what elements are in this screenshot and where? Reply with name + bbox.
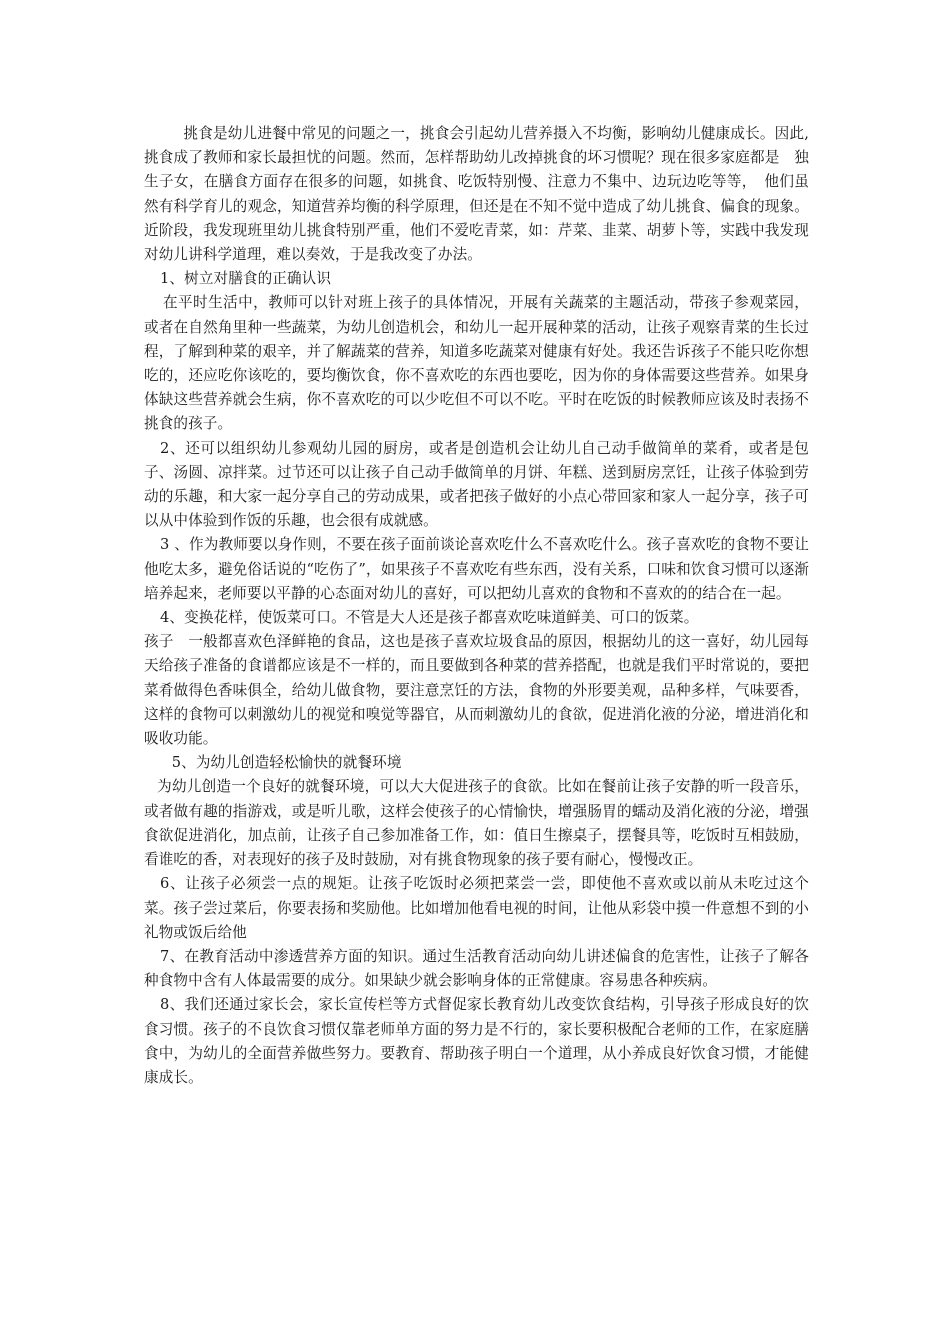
section-heading-5: 5、为幼儿创造轻松愉快的就餐环境 [171, 754, 402, 772]
paragraph-4-body: 孩子 一般都喜欢色泽鲜艳的食品，这也是孩子喜欢垃圾食品的原因，根据幼儿的这一喜好，幼儿园每天给孩子准备的食谱都应该是不一样的，而且要做到各种菜的营养搭配，也就是我们平时常说的，要把菜肴做得色香味俱全，给幼儿做食物，要注意烹饪的方法，食物的外形要美观，品种多样，气味要香，这样的食物可以刺激幼儿的视觉和嗅觉等器官，从而刺激幼儿的食欲，促进消化液的分泌，增进消化和吸收功能。 [144, 633, 809, 748]
section-heading-1: 1、树立对膳食的正确认识 [160, 270, 332, 288]
paragraph-5-body: 为幼儿创造一个良好的就餐环境，可以大大促进孩子的食欲。比如在餐前让孩子安静的听一段音乐，或者做有趣的指游戏，或是听儿歌，这样会使孩子的心情愉快，增强肠胃的蠕动及消化液的分泌，增强食欲促进消化，加点前，让孩子自己参加准备工作，如：值日生擦桌子，摆餐具等，吃饭时互相鼓励，看谁吃的香，对表现好的孩子及时鼓励，对有挑食物现象的孩子要有耐心，慢慢改正。 [144, 778, 809, 869]
paragraph-3: 3 、作为教师要以身作则，不要在孩子面前谈论喜欢吃什么不喜欢吃什么。孩子喜欢吃的食物不要让他吃太多，避免俗话说的“吃伤了”，如果孩子不喜欢吃有些东西，没有关系，口味和饮食习惯可以逐渐培养起来，老师要以平静的心态面对幼儿的喜好，可以把幼儿喜欢的食物和不喜欢的的结合在一起。 [144, 536, 809, 602]
paragraph-1-body: 在平时生活中，教师可以针对班上孩子的具体情况，开展有关蔬菜的主题活动，带孩子参观菜园，或者在自然角里种一些蔬菜，为幼儿创造机会，和幼儿一起开展种菜的活动，让孩子观察青菜的生长过程，了解到种菜的艰辛，并了解蔬菜的营养，知道多吃蔬菜对健康有好处。我还告诉孩子不能只吃你想吃的，还应吃你该吃的，要均衡饮食，你不喜欢吃的东西也要吃，因为你的身体需要这些营养。如果身体缺这些营养就会生病，你不喜欢吃的可以少吃但不可以不吃。平时在吃饭的时候教师应该及时表扬不挑食的孩子。 [144, 294, 809, 433]
document-body [144, 122, 809, 1090]
section-heading-4: 4、变换花样，使饭菜可口。不管是大人还是孩子都喜欢吃味道鲜美、可口的饭菜。 [160, 609, 699, 627]
paragraph-7: 7、在教育活动中渗透营养方面的知识。通过生活教育活动向幼儿讲述偏食的危害性，让孩子了解各种食物中含有人体最需要的成分。如果缺少就会影响身体的正常健康。容易患各种疾病。 [144, 947, 809, 990]
intro-paragraph: 挑食是幼儿进餐中常见的问题之一，挑食会引起幼儿营养摄入不均衡，影响幼儿健康成长。因此,挑食成了教师和家长最担忧的问题。然而，怎样帮助幼儿改掉挑食的坏习惯呢？现在很多家庭都是 独生子女，在膳食方面存在很多的问题，如挑食、吃饭特别慢、注意力不集中、边玩边吃等等， 他们虽然有科学育儿的观念，知道营养均衡的科学原理，但还是在不知不觉中造成了幼儿挑食、偏食的现象。近阶段，我发现班里幼儿挑食特别严重，他们不爱吃青菜，如：芹菜、韭菜、胡萝卜等，实践中我发现对幼儿讲科学道理，难以奏效，于是我改变了办法。 [144, 125, 809, 264]
paragraph-6: 6、让孩子必须尝一点的规矩。让孩子吃饭时必须把菜尝一尝，即使他不喜欢或以前从未吃过这个菜。孩子尝过菜后，你要表扬和奖励他。比如增加他看电视的时间，让他从彩袋中摸一件意想不到的小礼物或饭后给他 [144, 875, 809, 941]
paragraph-2: 2、还可以组织幼儿参观幼儿园的厨房，或者是创造机会让幼儿自己动手做简单的菜肴，或者是包子、汤圆、凉拌菜。过节还可以让孩子自己动手做简单的月饼、年糕、送到厨房烹饪，让孩子体验到劳动的乐趣，和大家一起分享自己的劳动成果，或者把孩子做好的小点心带回家和家人一起分享，孩子可以从中体验到作饭的乐趣，也会很有成就感。 [144, 439, 809, 530]
paragraph-8: 8、我们还通过家长会，家长宣传栏等方式督促家长教育幼儿改变饮食结构，引导孩子形成良好的饮食习惯。孩子的不良饮食习惯仅靠老师单方面的努力是不行的，家长要积极配合老师的工作，在家庭膳食中，为幼儿的全面营养做些努力。要教育、帮助孩子明白一个道理，从小养成良好饮食习惯，才能健康成长。 [144, 996, 809, 1086]
